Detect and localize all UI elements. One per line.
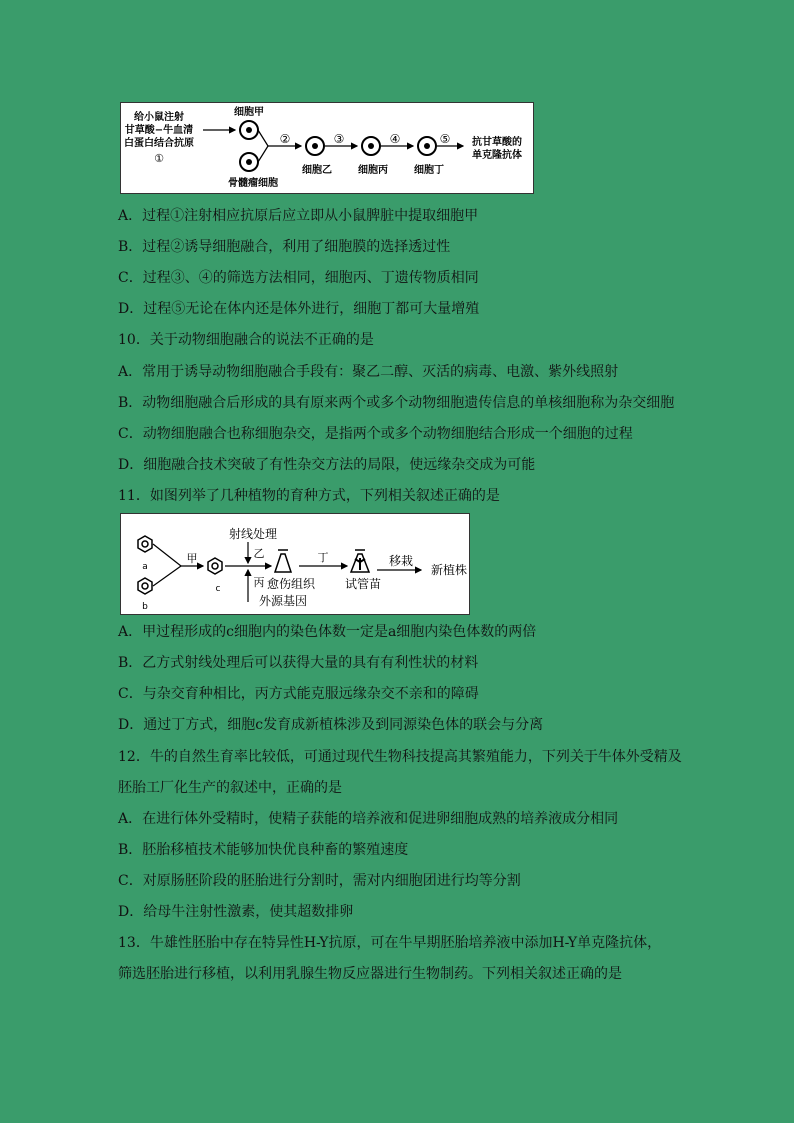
q12-option-b: B．胚胎移植技术能够加快优良种畜的繁殖速度 — [118, 842, 409, 858]
fig2-merge-bottom — [153, 566, 181, 586]
figure-plant-breeding — [120, 513, 470, 615]
q10-option-c: C．动物细胞融合也称细胞杂交，是指两个或多个动物细胞结合形成一个细胞的过程 — [118, 426, 633, 442]
fig2-label-a: a — [142, 562, 148, 572]
fig1-myeloma-label: 骨髓瘤细胞 — [228, 178, 278, 189]
fig1-cell-d-nucleus — [424, 143, 430, 149]
fig2-cell-b — [138, 578, 152, 594]
fig1-cell-d-label: 细胞丁 — [414, 165, 444, 176]
figure-monoclonal-diagram — [121, 103, 533, 193]
q11-option-d: D．通过丁方式，细胞c发育成新植株涉及到同源染色体的联会与分离 — [118, 717, 544, 733]
fig1-cell-myeloma-nucleus — [246, 159, 252, 165]
q10-option-b: B．动物细胞融合后形成的具有原来两个或多个动物细胞遗传信息的单核细胞称为杂交细胞 — [118, 395, 675, 411]
fig2-foreign-gene-label: 外源基因 — [258, 594, 308, 608]
fig1-result-1: 抗甘草酸的 — [472, 137, 522, 148]
fig1-left-text-2: 甘草酸−牛血清 — [124, 125, 194, 136]
q11-option-a: A．甲过程形成的c细胞内的染色体数一定是a细胞内染色体数的两倍 — [118, 624, 537, 640]
fig2-label-jia: 甲 — [186, 552, 198, 565]
q11-option-b: B．乙方式射线处理后可以获得大量的具有有利性状的材料 — [118, 655, 479, 671]
fig2-radiation-label: 射线处理 — [228, 527, 278, 541]
fig2-transplant-label: 移栽 — [388, 554, 414, 568]
fig1-cell-a-nucleus — [246, 127, 252, 133]
fig2-callus-flask-icon — [275, 554, 291, 572]
fig1-step5: ⑤ — [439, 132, 451, 146]
fig1-cell-c-label: 细胞丙 — [358, 165, 388, 176]
fig1-left-text-1: 给小鼠注射 — [134, 112, 184, 123]
q12-option-c: C．对原肠胚阶段的胚胎进行分割时，需对内细胞团进行均等分割 — [118, 873, 521, 889]
fig1-merge-line-bottom — [258, 146, 268, 162]
fig2-new-plant-label: 新植株 — [430, 563, 468, 577]
q9-option-a: A．过程①注射相应抗原后应立即从小鼠脾脏中提取细胞甲 — [118, 208, 479, 224]
fig2-cell-c — [208, 558, 222, 574]
figure-monoclonal-antibody — [120, 102, 534, 194]
q13-stem-line-2: 筛选胚胎进行移植，以利用乳腺生物反应器进行生物制药。下列相关叙述正确的是 — [118, 966, 622, 982]
q12-stem-line-2: 胚胎工厂化生产的叙述中，正确的是 — [118, 780, 342, 796]
fig2-label-c: c — [215, 584, 221, 594]
q9-option-b: B．过程②诱导细胞融合，利用了细胞膜的选择透过性 — [118, 239, 451, 255]
fig2-plantlet-label: 试管苗 — [344, 577, 382, 591]
q12-stem-line-1: 12．牛的自然生育率比较低，可通过现代生物科技提高其繁殖能力，下列关于牛体外受精及 — [118, 749, 682, 765]
fig1-step4: ④ — [389, 132, 401, 146]
fig2-label-bing: 丙 — [253, 576, 265, 589]
fig1-step1: ① — [154, 152, 164, 165]
fig1-cell-b-label: 细胞乙 — [302, 165, 332, 176]
q11-option-c: C．与杂交育种相比，丙方式能克服远缘杂交不亲和的障碍 — [118, 686, 479, 702]
q10-option-a: A．常用于诱导动物细胞融合手段有：聚乙二醇、灭活的病毒、电激、紫外线照射 — [118, 364, 619, 380]
q12-option-d: D．给母牛注射性激素，使其超数排卵 — [118, 904, 354, 920]
fig2-label-yi: 乙 — [253, 547, 265, 560]
fig2-cell-a-top — [138, 536, 152, 552]
fig1-cell-a-label: 细胞甲 — [234, 107, 264, 118]
fig1-cell-b-nucleus — [312, 143, 318, 149]
fig1-step3: ③ — [333, 132, 345, 146]
fig2-label-ding: 丁 — [317, 551, 329, 564]
fig1-merge-line-top — [258, 130, 268, 146]
q10-stem: 10．关于动物细胞融合的说法不正确的是 — [118, 332, 374, 348]
figure-breeding-diagram — [121, 514, 469, 614]
q13-stem-line-1: 13．牛雄性胚胎中存在特异性H-Y抗原，可在牛早期胚胎培养液中添加H-Y单克隆抗体， — [118, 935, 662, 951]
fig1-left-text-3: 白蛋白结合抗原 — [124, 138, 194, 149]
fig2-merge-top — [153, 544, 181, 566]
fig1-result-2: 单克隆抗体 — [472, 150, 522, 161]
q10-option-d: D．细胞融合技术突破了有性杂交方法的局限，使远缘杂交成为可能 — [118, 457, 536, 473]
q11-stem: 11．如图列举了几种植物的育种方式，下列相关叙述正确的是 — [118, 488, 500, 504]
fig1-step2: ② — [279, 132, 291, 146]
q9-option-d: D．过程⑤无论在体内还是体外进行，细胞丁都可大量增殖 — [118, 301, 480, 317]
q12-option-a: A．在进行体外受精时，使精子获能的培养液和促进卵细胞成熟的培养液成分相同 — [118, 811, 619, 827]
q9-option-c: C．过程③、④的筛选方法相同，细胞丙、丁遗传物质相同 — [118, 270, 479, 286]
fig1-cell-c-nucleus — [368, 143, 374, 149]
fig2-label-b: b — [142, 602, 148, 612]
fig2-callus-label: 愈伤组织 — [266, 577, 316, 591]
